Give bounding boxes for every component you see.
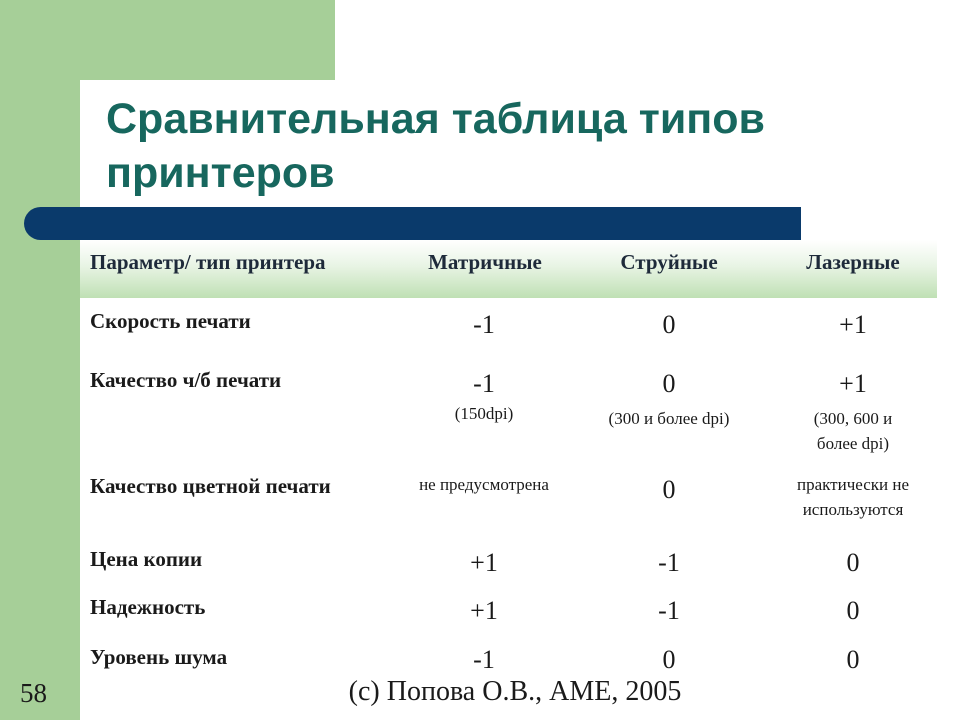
- top-decor-block: [80, 0, 335, 80]
- cell-value: -1: [473, 310, 495, 339]
- cell-value: 0: [662, 369, 676, 398]
- cell-value: -1: [658, 548, 680, 577]
- header-dot-matrix: Матричные: [428, 250, 542, 274]
- cell-value: +1: [470, 596, 498, 625]
- header-parameter: Параметр/ тип принтера: [90, 250, 326, 274]
- cell-note: практически не используются: [796, 475, 910, 519]
- cell-value: 0: [846, 548, 860, 577]
- cell-note: не предусмотрена: [419, 475, 549, 494]
- cell-value: -1: [473, 369, 495, 398]
- row-label: Скорость печати: [90, 309, 251, 333]
- cell-value: +1: [839, 310, 867, 339]
- cell-value: +1: [470, 548, 498, 577]
- slide-number: 58: [20, 678, 47, 708]
- cell-value: 0: [662, 645, 676, 674]
- cell-value: -1: [658, 596, 680, 625]
- row-label: Качество цветной печати: [90, 474, 331, 498]
- cell-value: -1: [473, 645, 495, 674]
- cell-value: 0: [846, 596, 860, 625]
- page-title: Сравнительная таблица типов принтеров: [106, 95, 765, 197]
- left-decor-strip: [0, 0, 80, 720]
- cell-value: 0: [662, 310, 676, 339]
- cell-value: 0: [846, 645, 860, 674]
- header-laser: Лазерные: [806, 250, 900, 274]
- header-inkjet: Струйные: [620, 250, 718, 274]
- cell-note: (150dpi): [454, 404, 514, 423]
- cell-note: (300 и более dpi): [608, 409, 730, 428]
- cell-value: 0: [662, 475, 676, 504]
- row-label: Уровень шума: [90, 645, 228, 669]
- row-label: Цена копии: [90, 547, 203, 571]
- row-label: Качество ч/б печати: [90, 368, 282, 392]
- title-underline-bar: [24, 207, 801, 240]
- row-label: Надежность: [90, 595, 206, 619]
- cell-note: (300, 600 и более dpi): [813, 409, 893, 453]
- footer-copyright: (c) Попова О.В., AME, 2005: [348, 676, 682, 707]
- cell-value: +1: [839, 369, 867, 398]
